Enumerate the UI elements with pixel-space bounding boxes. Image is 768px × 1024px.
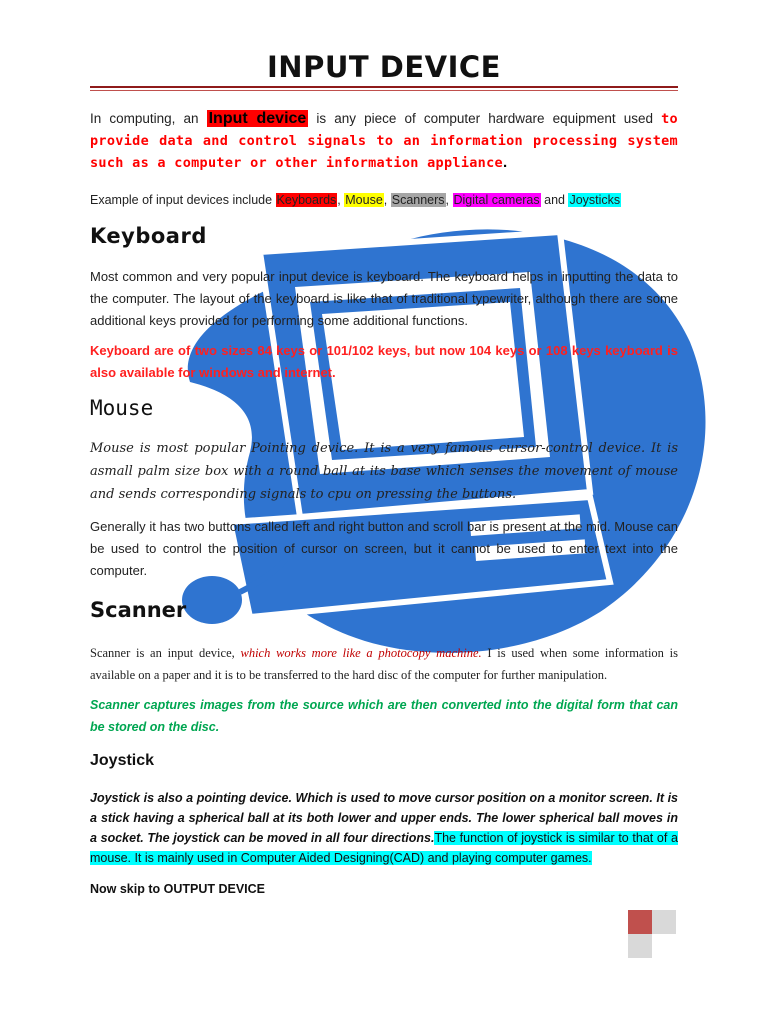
scanner-text-b: which works more like a photocopy machine. [240,646,482,660]
joystick-paragraph [90,788,678,868]
keyboard-heading: Keyboard [90,224,207,248]
decorative-square-gray-icon [628,934,652,958]
separator: and [540,193,569,207]
page-title: INPUT DEVICE [267,50,501,84]
joystick-heading: Joystick [90,752,155,769]
intro-period: . [502,154,508,171]
example-scanners: Scanners [391,193,445,207]
separator: , [337,193,345,207]
keyboard-paragraph-1: Most common and very popular input device is keyboard. The keyboard helps in inputting the data to the computer. The layout of the keyboard is like that of traditional typewriter, although there are some additional keys provided for performing some additional functions. [90,269,678,328]
separator: , [445,193,453,207]
example-keyboards: Keyboards [276,193,337,207]
decorative-square-gray-icon [652,910,676,934]
example-joysticks: Joysticks [569,193,621,207]
example-mouse: Mouse [345,193,383,207]
scanner-text-a: Scanner is an input device, [90,646,241,660]
mouse-paragraph-2: Generally it has two buttons called left and right button and scroll bar is present at the mid. Mouse can be used to control the position of cursor on screen, but it cannot be used to enter text into the computer. [90,519,678,578]
mouse-paragraph-1: Mouse is most popular Pointing device. It is a very famous cursor-control device. It is asmall palm size box with a round ball at its base which senses the movement of mouse and sends corresponding signals to cpu on pressing the buttons. [90,441,678,502]
skip-note: Now skip to OUTPUT DEVICE [90,882,266,896]
scanner-paragraph-2: Scanner captures images from the source which are then converted into the digital form that can be stored on the disc. [90,698,678,734]
decorative-square-red-icon [628,910,652,934]
title-divider [90,86,678,88]
scanner-heading: Scanner [90,598,187,622]
scanner-text-c: I is used when some information is available on a paper and it is to be transferred to the hard disc of the computer for further manipulation. [90,646,678,682]
examples-paragraph [90,189,678,211]
intro-text-2: is any piece of computer hardware equipment used [308,111,662,126]
scanner-paragraph-1 [90,642,678,686]
joystick-text-b: The function of joystick is similar to that of a mouse. It is mainly used in Computer Aided Designing(CAD) and playing computer games. [90,831,678,865]
intro-text-1: In computing, an [90,111,207,126]
example-digital-cameras: Digital cameras [453,193,540,207]
examples-lead: Example of input devices include [90,193,276,207]
joystick-text-a: Joystick is also a pointing device. Which is used to move cursor position on a monitor screen. It is a stick having a spherical ball at its both lower and upper ends. The lower spherical ball moves in a socket. The joystick can be moved in all four directions. [90,791,678,845]
keyboard-paragraph-2: Keyboard are of two sizes 84 keys or 101/102 keys, but now 104 keys or 108 keys keyboard is also available for windows and internet. [90,343,678,380]
mouse-heading: Mouse [90,396,154,420]
title-divider-thin [90,90,678,91]
input-device-highlight: Input device [208,110,307,127]
intro-paragraph [90,108,678,174]
separator: , [383,193,391,207]
intro-definition: to provide data and control signals to an information processing system such as a computer or other information appliance [90,111,678,171]
